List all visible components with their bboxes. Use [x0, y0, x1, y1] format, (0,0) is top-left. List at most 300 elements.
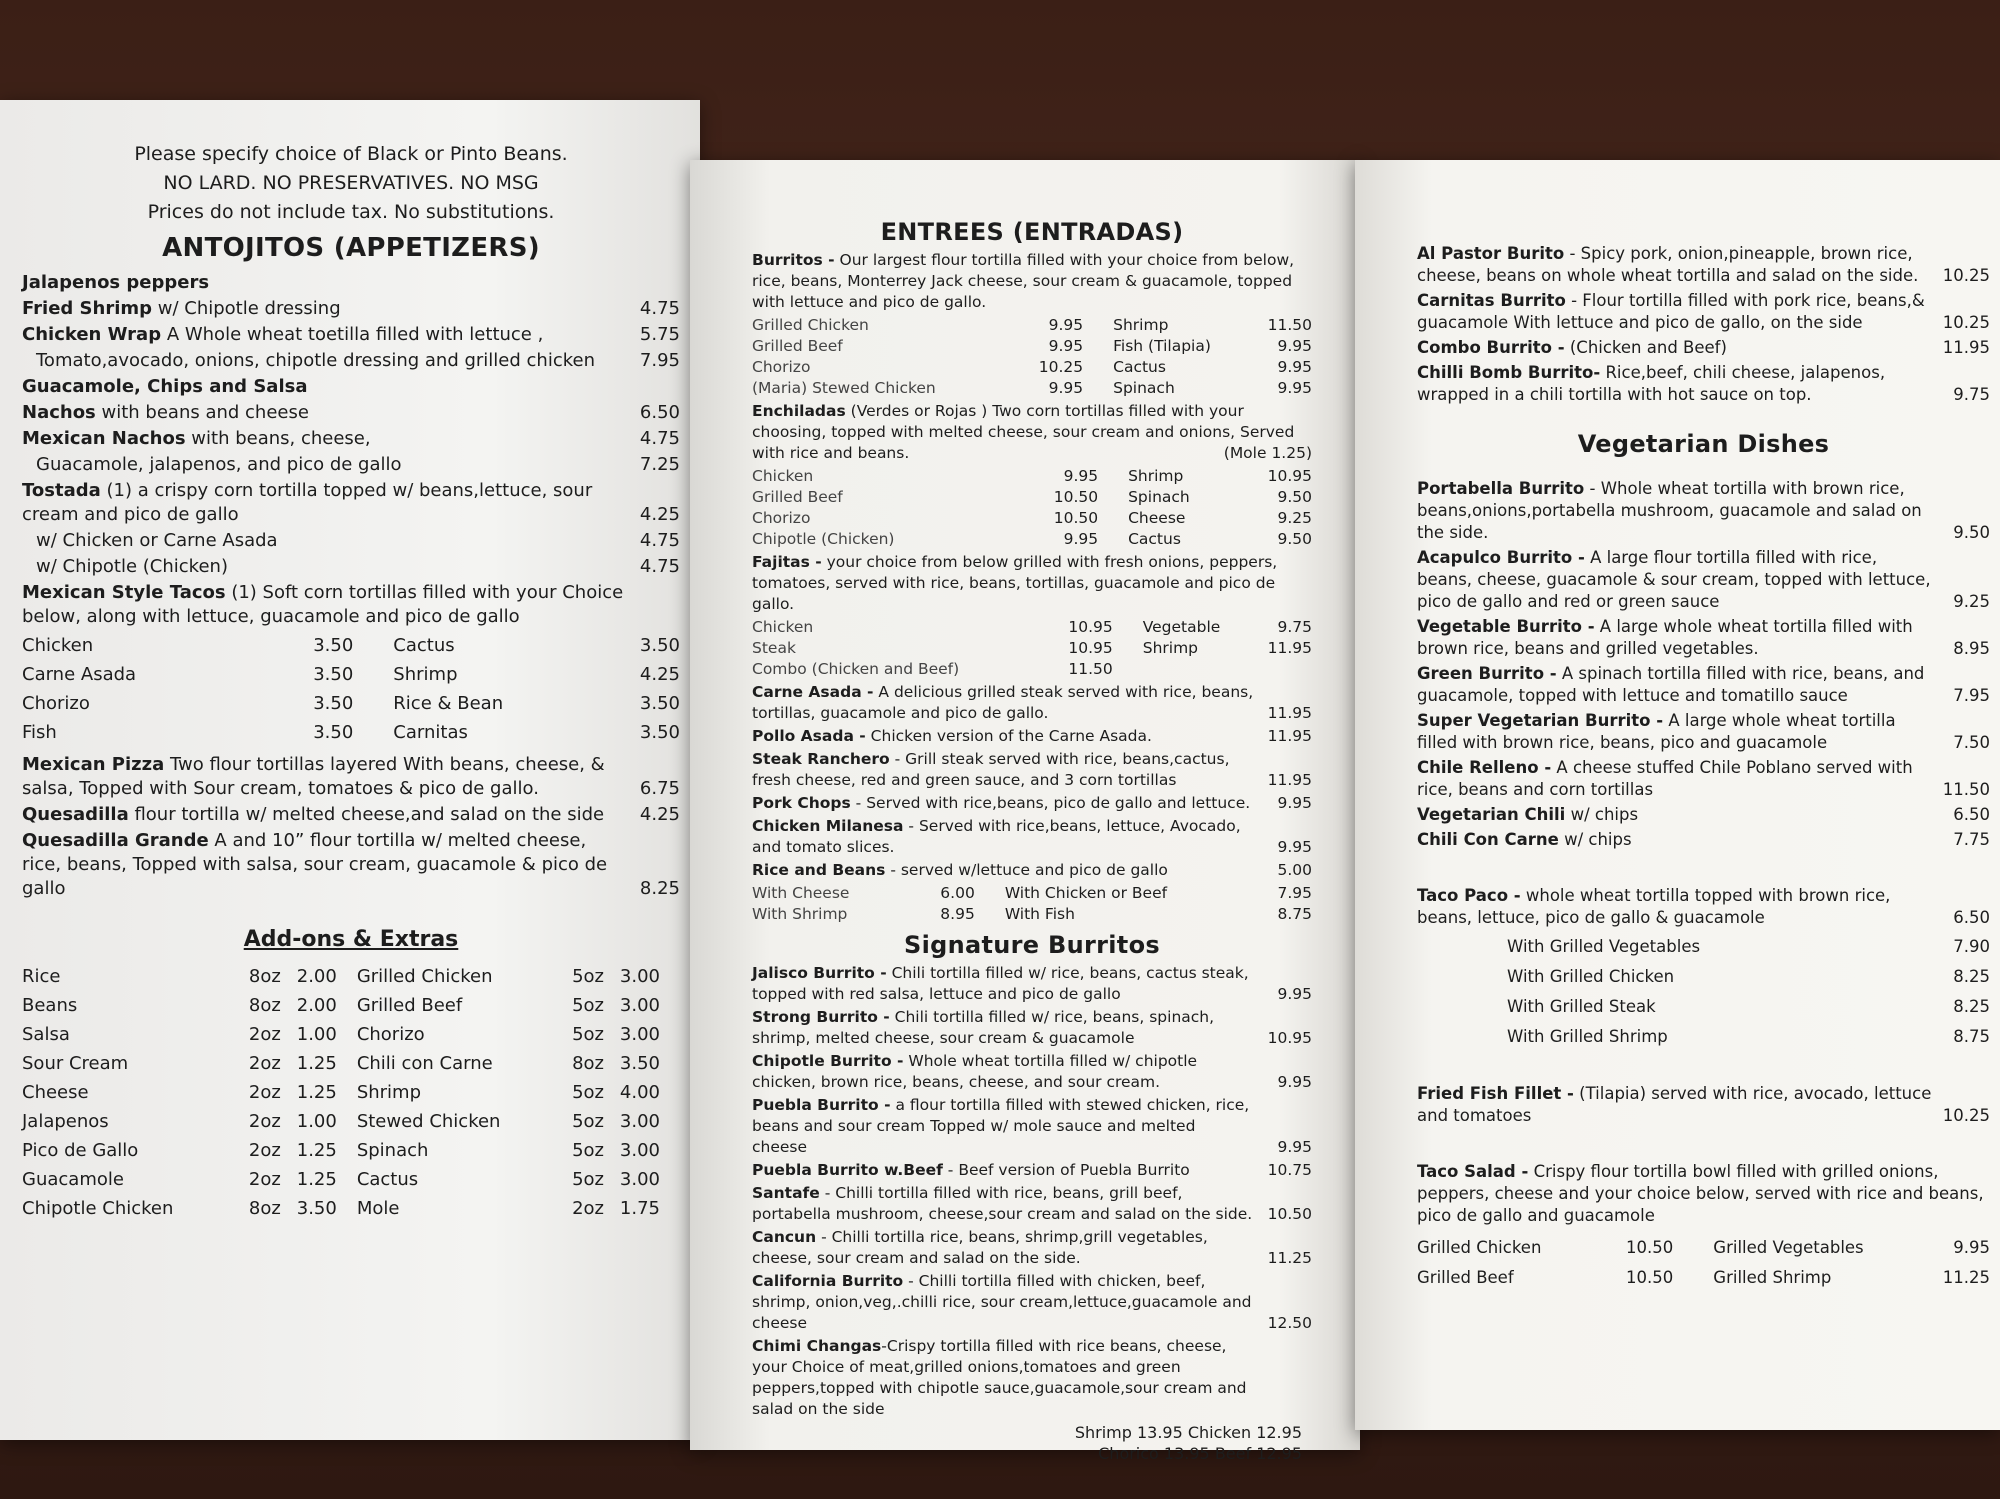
- menu-item: [752, 552, 1312, 615]
- table-cell: 3.00: [619, 1140, 660, 1161]
- menu-page-left: [0, 100, 700, 1440]
- item-desc: Chili tortilla filled w/ rice, beans, cactus steak, topped with red salsa, lettuce and pico de gallo: [752, 964, 1249, 1003]
- menu-page-right: [1355, 160, 2000, 1430]
- item-price: 4.75: [639, 298, 680, 319]
- item-price: 4.75: [639, 556, 680, 577]
- table-cell: 3.50: [639, 693, 680, 714]
- table-row: [22, 689, 680, 718]
- table-cell: 4.00: [619, 1082, 660, 1103]
- table-row: [22, 1136, 680, 1165]
- table-cell: Grilled Chicken: [752, 316, 869, 334]
- mole-price: (Mole 1.25): [1223, 444, 1312, 462]
- item-text: [752, 1051, 1254, 1093]
- menu-item: [22, 349, 680, 373]
- table-cell: Rice: [22, 966, 61, 987]
- table-cell: With Cheese: [752, 884, 850, 902]
- item-text: [752, 793, 1254, 814]
- item-text: [36, 555, 622, 579]
- item-desc: - Served with rice,beans, lettuce, Avocado, and tomato slices.: [752, 817, 1241, 856]
- table-cell: Salsa: [22, 1024, 70, 1045]
- item-price: 6.50: [639, 402, 680, 423]
- item-text: [1417, 804, 1932, 826]
- appetizer-list: [22, 271, 680, 579]
- item-text: [22, 829, 622, 901]
- item-name: Green Burrito -: [1417, 664, 1557, 683]
- item-name: Tostada: [22, 480, 101, 501]
- menu-item: [22, 555, 680, 579]
- table-cell: 3.00: [619, 995, 660, 1016]
- menu-item: [22, 479, 680, 527]
- table-cell: With Grilled Shrimp: [1507, 1027, 1668, 1046]
- item-text: [752, 1227, 1254, 1269]
- table-row: [1417, 962, 1990, 992]
- item-name: Jalapenos peppers: [22, 272, 210, 293]
- fajitas-table: [752, 617, 1312, 680]
- table-cell: 3.50: [313, 693, 354, 714]
- menu-item: [752, 250, 1312, 313]
- item-name: Acapulco Burrito -: [1417, 548, 1585, 567]
- table-cell: Shrimp: [393, 664, 458, 685]
- table-cell: 5oz: [572, 1140, 604, 1161]
- item-name: Al Pastor Burito: [1417, 244, 1565, 263]
- table-row: [752, 617, 1312, 638]
- table-cell: Grilled Beef: [356, 995, 463, 1016]
- item-price: 11.95: [1942, 338, 1990, 357]
- table-row: [752, 529, 1312, 550]
- signature-list: [752, 963, 1312, 1420]
- item-price: 11.95: [1267, 771, 1312, 789]
- table-cell: Shrimp: [1142, 639, 1199, 657]
- table-cell: 8oz: [248, 966, 281, 987]
- item-name: Guacamole, Chips and Salsa: [22, 376, 308, 397]
- table-cell: Grilled Chicken: [356, 966, 493, 987]
- table-cell: 2.00: [296, 966, 337, 987]
- table-row: [752, 336, 1312, 357]
- table-cell: 2.00: [296, 995, 337, 1016]
- table-cell: 2oz: [572, 1198, 604, 1219]
- appetizer-list-2: [22, 753, 680, 901]
- menu-item: [22, 427, 680, 451]
- table-row: [22, 1049, 680, 1078]
- item-text: [752, 1336, 1254, 1420]
- item-price: 11.25: [1267, 1249, 1312, 1267]
- notice-line: Prices do not include tax. No substitutions.: [147, 201, 555, 223]
- item-price: 6.50: [1953, 805, 1990, 824]
- table-cell: 9.50: [1277, 488, 1312, 506]
- table-cell: 11.50: [1267, 316, 1312, 334]
- item-text: [1417, 290, 1932, 334]
- table-cell: 10.95: [1068, 618, 1113, 636]
- item-price: 12.50: [1267, 1314, 1312, 1332]
- table-cell: With Chicken or Beef: [1004, 884, 1168, 902]
- table-row: [22, 631, 680, 660]
- item-text: [752, 1183, 1254, 1225]
- item-desc: Two flour tortillas layered With beans, cheese, & salsa, Topped with Sour cream, tomatoes & pico de gallo.: [22, 754, 605, 799]
- table-row: [1417, 1022, 1990, 1052]
- item-text: [22, 427, 622, 451]
- menu-item: [1417, 885, 1990, 929]
- item-desc: - Chilli tortilla filled with chicken, beef, shrimp, onion,veg,.chilli rice, sour cream,lettuce,guacamole and cheese: [752, 1272, 1252, 1332]
- item-price: 9.25: [1953, 592, 1990, 611]
- table-cell: 3.50: [619, 1053, 660, 1074]
- item-name: Pork Chops: [752, 794, 851, 812]
- item-desc: A cheese stuffed Chile Poblano served with rice, beans and corn tortillas: [1417, 758, 1913, 799]
- table-cell: Chicken: [752, 467, 814, 485]
- table-cell: 3.50: [639, 635, 680, 656]
- table-cell: Guacamole: [22, 1169, 124, 1190]
- item-text: [22, 297, 622, 321]
- item-desc: A large whole wheat tortilla filled with brown rice, beans, pico and guacamole: [1417, 711, 1896, 752]
- item-price: 8.25: [639, 878, 680, 899]
- item-name: Fried Shrimp: [22, 298, 153, 319]
- item-name: Strong Burrito -: [752, 1008, 890, 1026]
- item-desc: (Tilapia) served with rice, avocado, lettuce and tomatoes: [1417, 1084, 1932, 1125]
- item-desc: w/ chips: [1558, 830, 1632, 849]
- item-name: Super Vegetarian Burrito -: [1417, 711, 1664, 730]
- table-cell: Vegetable: [1142, 618, 1221, 636]
- item-desc: A large flour tortilla filled with rice, beans, cheese, guacamole & sour cream, topped with lettuce, pico de gallo and red or green sauce: [1417, 548, 1931, 611]
- table-cell: 8.25: [1953, 967, 1990, 986]
- table-cell: Grilled Beef: [752, 488, 843, 506]
- item-desc: A and 10” flour tortilla w/ melted cheese, rice, beans, Topped with salsa, sour cream, guacamole & pico de gallo: [22, 830, 608, 899]
- table-cell: Cheese: [22, 1082, 89, 1103]
- item-desc: Tomato,avocado, onions, chipotle dressing and grilled chicken: [36, 350, 595, 371]
- menu-item: [752, 816, 1312, 858]
- table-cell: 8.75: [1277, 905, 1312, 923]
- item-name: Rice and Beans: [752, 861, 886, 879]
- table-cell: 5oz: [572, 966, 604, 987]
- item-price: 10.95: [1267, 1029, 1312, 1047]
- item-text: [752, 1007, 1254, 1049]
- table-cell: Chili con Carne: [356, 1053, 493, 1074]
- item-price: 4.75: [639, 428, 680, 449]
- item-price: 6.75: [639, 778, 680, 799]
- item-price: 7.95: [639, 350, 680, 371]
- item-price: 7.95: [1953, 686, 1990, 705]
- item-desc: w/ Chipotle dressing: [152, 298, 341, 319]
- table-cell: 9.95: [1048, 316, 1084, 334]
- menu-item: [752, 860, 1312, 881]
- item-text: [22, 271, 622, 295]
- table-cell: 8.75: [1953, 1027, 1990, 1046]
- table-cell: 3.00: [619, 1169, 660, 1190]
- table-row: [22, 718, 680, 747]
- item-name: Taco Salad -: [1417, 1162, 1529, 1181]
- table-cell: Fish (Tilapia): [1113, 337, 1211, 355]
- item-text: [752, 816, 1254, 858]
- table-cell: 10.50: [1053, 509, 1099, 527]
- menu-item: [752, 1227, 1312, 1269]
- item-desc: - Beef version of Puebla Burrito: [942, 1161, 1190, 1179]
- item-name: Santafe: [752, 1184, 820, 1202]
- table-cell: With Grilled Vegetables: [1507, 937, 1701, 956]
- menu-item: [752, 793, 1312, 814]
- item-name: Chicken Milanesa: [752, 817, 904, 835]
- table-row: [22, 1107, 680, 1136]
- menu-item: [1417, 616, 1990, 660]
- taco-salad-table: [1417, 1233, 1990, 1293]
- menu-item: [1417, 362, 1990, 406]
- menu-item: [1417, 478, 1990, 544]
- item-price: 4.75: [639, 530, 680, 551]
- item-desc: A delicious grilled steak served with rice, beans, tortillas, guacamole and pico de gallo.: [752, 683, 1254, 722]
- table-cell: 7.90: [1953, 937, 1990, 956]
- item-name: Quesadilla Grande: [22, 830, 209, 851]
- menu-item: [22, 323, 680, 347]
- item-text: [22, 753, 622, 801]
- menu-item: [752, 682, 1312, 724]
- item-desc: - Grill steak served with rice, beans,cactus, fresh cheese, red and green sauce, and 3 corn tortillas: [752, 750, 1230, 789]
- table-cell: 3.50: [313, 664, 354, 685]
- item-text: [752, 1271, 1254, 1334]
- item-desc: - Flour tortilla filled with pork rice, beans,& guacamole With lettuce and pico de gallo, on the side: [1417, 291, 1925, 332]
- item-name: Chimi Changas: [752, 1337, 882, 1355]
- table-cell: Carnitas: [393, 722, 468, 743]
- item-price: 4.25: [639, 804, 680, 825]
- item-price: 7.50: [1953, 733, 1990, 752]
- table-row: [752, 508, 1312, 529]
- menu-item: [1417, 1083, 1990, 1127]
- table-cell: 9.95: [1277, 379, 1312, 397]
- menu-item: [752, 963, 1312, 1005]
- table-cell: 9.95: [1953, 1238, 1990, 1257]
- table-row: [752, 487, 1312, 508]
- item-desc: with beans and cheese: [95, 402, 309, 423]
- item-text: [752, 963, 1254, 1005]
- table-row: [752, 315, 1312, 336]
- menu-item: [1417, 243, 1990, 287]
- table-cell: 9.95: [1048, 379, 1084, 397]
- taco-paco-table: [1417, 932, 1990, 1052]
- menu-item: [752, 1336, 1312, 1420]
- item-price: 10.25: [1942, 266, 1990, 285]
- table-cell: 1.75: [619, 1198, 660, 1219]
- item-name: Combo Burrito -: [1417, 338, 1565, 357]
- table-cell: Grilled Vegetables: [1713, 1238, 1864, 1257]
- item-text: [752, 1095, 1254, 1158]
- item-desc: Our largest flour tortilla filled with your choice from below, rice, beans, Monterrey Jack cheese, sour cream & guacamole, topped with lettuce and pico de gallo.: [752, 251, 1295, 311]
- item-text: [1417, 710, 1932, 754]
- item-text: [752, 749, 1254, 791]
- item-desc: w/ Chipotle (Chicken): [36, 556, 228, 577]
- item-name: Enchiladas: [752, 402, 846, 420]
- table-cell: Grilled Chicken: [1417, 1238, 1542, 1257]
- item-desc: (1) Soft corn tortillas filled with your Choice below, along with lettuce, guacamole and pico de gallo: [22, 582, 624, 627]
- table-cell: Chorizo: [752, 509, 811, 527]
- item-text: [22, 479, 622, 527]
- menu-item: [1417, 547, 1990, 613]
- table-cell: Cactus: [1128, 530, 1181, 548]
- burritos-table: [752, 315, 1312, 399]
- menu-item: [752, 1051, 1312, 1093]
- menu-item: [22, 753, 680, 801]
- item-desc: w/ Chicken or Carne Asada: [36, 530, 278, 551]
- table-cell: Grilled Beef: [752, 337, 843, 355]
- table-cell: Chipotle Chicken: [22, 1198, 174, 1219]
- menu-item: [1417, 337, 1990, 359]
- table-cell: 10.50: [1626, 1238, 1674, 1257]
- menu-item: [1417, 804, 1990, 826]
- item-text: [22, 401, 622, 425]
- table-cell: 8oz: [248, 1198, 281, 1219]
- table-cell: 3.00: [619, 1024, 660, 1045]
- table-cell: 9.95: [1063, 467, 1099, 485]
- table-cell: 4.25: [639, 664, 680, 685]
- item-price: 4.25: [639, 504, 680, 525]
- table-row: [22, 1078, 680, 1107]
- chimi-price-line: Shrimp 13.95 Chicken 12.95: [1074, 1423, 1302, 1442]
- item-name: Quesadilla: [22, 804, 129, 825]
- table-cell: 2oz: [248, 1024, 281, 1045]
- table-cell: 6.00: [940, 884, 975, 902]
- table-cell: 11.25: [1942, 1268, 1990, 1287]
- menu-item: [22, 297, 680, 321]
- menu-item: [22, 375, 680, 399]
- notice-line: Please specify choice of Black or Pinto Beans.: [134, 143, 568, 165]
- table-row: [752, 466, 1312, 487]
- item-price: 9.95: [1277, 794, 1312, 812]
- table-cell: With Shrimp: [752, 905, 848, 923]
- item-price: 5.00: [1277, 861, 1312, 879]
- item-name: California Burrito: [752, 1272, 904, 1290]
- item-name: Puebla Burrito -: [752, 1096, 891, 1114]
- item-name: Taco Paco -: [1417, 886, 1521, 905]
- item-text: [1417, 616, 1932, 660]
- item-desc: Chili tortilla filled w/ rice, beans, spinach, shrimp, melted cheese, sour cream & guacamole: [752, 1008, 1215, 1047]
- table-cell: 5oz: [572, 995, 604, 1016]
- item-name: Carnitas Burrito: [1417, 291, 1566, 310]
- menu-item: [22, 453, 680, 477]
- table-cell: 2oz: [248, 1053, 281, 1074]
- item-desc: whole wheat tortilla topped with brown rice, beans, lettuce, pico de gallo & guacamole: [1417, 886, 1891, 927]
- table-cell: Combo (Chicken and Beef): [752, 660, 960, 678]
- table-cell: Cactus: [356, 1169, 419, 1190]
- section-title-entrees: ENTREES (ENTRADAS): [880, 218, 1184, 246]
- item-name: Jalisco Burrito -: [752, 964, 887, 982]
- table-cell: 1.25: [296, 1140, 337, 1161]
- menu-item: [752, 726, 1312, 747]
- menu-item: [22, 803, 680, 827]
- table-cell: 2oz: [248, 1140, 281, 1161]
- table-cell: 5oz: [572, 1082, 604, 1103]
- table-cell: 9.95: [1048, 337, 1084, 355]
- section-title-appetizers: ANTOJITOS (APPETIZERS): [162, 233, 540, 263]
- table-cell: With Grilled Steak: [1507, 997, 1656, 1016]
- item-price: 5.75: [639, 324, 680, 345]
- enchiladas-table: [752, 466, 1312, 550]
- table-cell: 5oz: [572, 1169, 604, 1190]
- item-desc: with beans, cheese,: [185, 428, 371, 449]
- addons-table: [22, 962, 680, 1223]
- item-name: Portabella Burrito: [1417, 479, 1585, 498]
- item-name: Chile Relleno -: [1417, 758, 1552, 777]
- table-cell: Fish: [22, 722, 57, 743]
- table-row: [22, 962, 680, 991]
- item-desc: A Whole wheat toetilla filled with lettuce ,: [161, 324, 544, 345]
- item-desc: - Spicy pork, onion,pineapple, brown rice, cheese, beans on whole wheat tortilla and salad on the side.: [1417, 244, 1919, 285]
- table-row: [22, 1020, 680, 1049]
- table-cell: 3.00: [619, 1111, 660, 1132]
- menu-item: [22, 581, 680, 629]
- item-text: [752, 1160, 1254, 1181]
- table-cell: 9.95: [1277, 358, 1312, 376]
- table-cell: 2oz: [248, 1082, 281, 1103]
- table-cell: Carne Asada: [22, 664, 137, 685]
- menu-item: [752, 1095, 1312, 1158]
- item-text: [1417, 547, 1932, 613]
- item-text: [752, 682, 1254, 724]
- item-price: 9.95: [1277, 838, 1312, 856]
- item-price: 9.95: [1277, 1138, 1312, 1156]
- item-text: [22, 375, 622, 399]
- menu-item: [1417, 663, 1990, 707]
- item-desc: Guacamole, jalapenos, and pico de gallo: [36, 454, 402, 475]
- table-cell: Cactus: [393, 635, 455, 656]
- table-cell: Spinach: [1113, 379, 1175, 397]
- table-cell: Cheese: [1128, 509, 1186, 527]
- notice-line: NO LARD. NO PRESERVATIVES. NO MSG: [163, 172, 539, 194]
- entree-list: [752, 682, 1312, 881]
- table-cell: Shrimp: [356, 1082, 422, 1103]
- item-price: 11.95: [1267, 704, 1312, 722]
- table-cell: 3.50: [313, 722, 354, 743]
- table-cell: 8.95: [940, 905, 975, 923]
- item-desc: -Crispy tortilla filled with rice beans, cheese, your Choice of meat,grilled onions,tomatoes and green peppers,topped with chipotle sauce,guacamole,sour cream and salad on the side: [752, 1337, 1247, 1418]
- item-desc: your choice from below grilled with fresh onions, peppers, tomatoes, served with rice, beans, tortillas, guacamole and pico de gallo.: [752, 553, 1278, 613]
- table-row: [752, 883, 1312, 904]
- table-cell: 9.95: [1277, 337, 1312, 355]
- section-title-addons: Add-ons & Extras: [243, 927, 459, 952]
- table-cell: Spinach: [1128, 488, 1190, 506]
- table-cell: 5oz: [572, 1111, 604, 1132]
- item-desc: A spinach tortilla filled with rice, beans, and guacamole, topped with lettuce and tomatillo sauce: [1417, 664, 1925, 705]
- item-name: Fajitas -: [752, 553, 822, 571]
- menu-item: [22, 829, 680, 901]
- menu-item: [22, 529, 680, 553]
- table-cell: 10.95: [1068, 639, 1113, 657]
- table-cell: Chorizo: [752, 358, 811, 376]
- item-desc: a flour tortilla filled with stewed chicken, rice, beans and sour cream Topped w/ mole sauce and melted cheese: [752, 1096, 1250, 1156]
- table-row: [752, 357, 1312, 378]
- item-text: [1417, 663, 1932, 707]
- item-text: [752, 726, 1254, 747]
- table-cell: Chicken: [22, 635, 94, 656]
- item-price: 10.50: [1267, 1205, 1312, 1223]
- table-cell: 11.95: [1267, 639, 1312, 657]
- table-cell: Chorizo: [356, 1024, 425, 1045]
- chimi-price-line: Chorico 13.95 Beef 12.95: [1098, 1444, 1302, 1463]
- item-desc: - Whole wheat tortilla with brown rice, beans,onions,portabella mushroom, guacamole and salad on the side.: [1417, 479, 1922, 542]
- table-row: [22, 1194, 680, 1223]
- table-cell: Shrimp: [1128, 467, 1184, 485]
- table-cell: 1.25: [296, 1169, 337, 1190]
- table-cell: Cactus: [1113, 358, 1166, 376]
- item-desc: Chicken version of the Carne Asada.: [865, 727, 1152, 745]
- item-name: Vegetarian Chili: [1417, 805, 1566, 824]
- item-price: 6.50: [1953, 908, 1990, 927]
- item-desc: - served w/lettuce and pico de gallo: [885, 861, 1168, 879]
- table-row: [752, 659, 1312, 680]
- table-cell: Beans: [22, 995, 78, 1016]
- item-name: Vegetable Burrito -: [1417, 617, 1595, 636]
- table-cell: 3.50: [639, 722, 680, 743]
- table-cell: Chipotle (Chicken): [752, 530, 895, 548]
- table-cell: Grilled Shrimp: [1713, 1268, 1832, 1287]
- table-row: [1417, 932, 1990, 962]
- item-name: Pollo Asada -: [752, 727, 866, 745]
- item-text: [22, 803, 622, 827]
- menu-item: [752, 1007, 1312, 1049]
